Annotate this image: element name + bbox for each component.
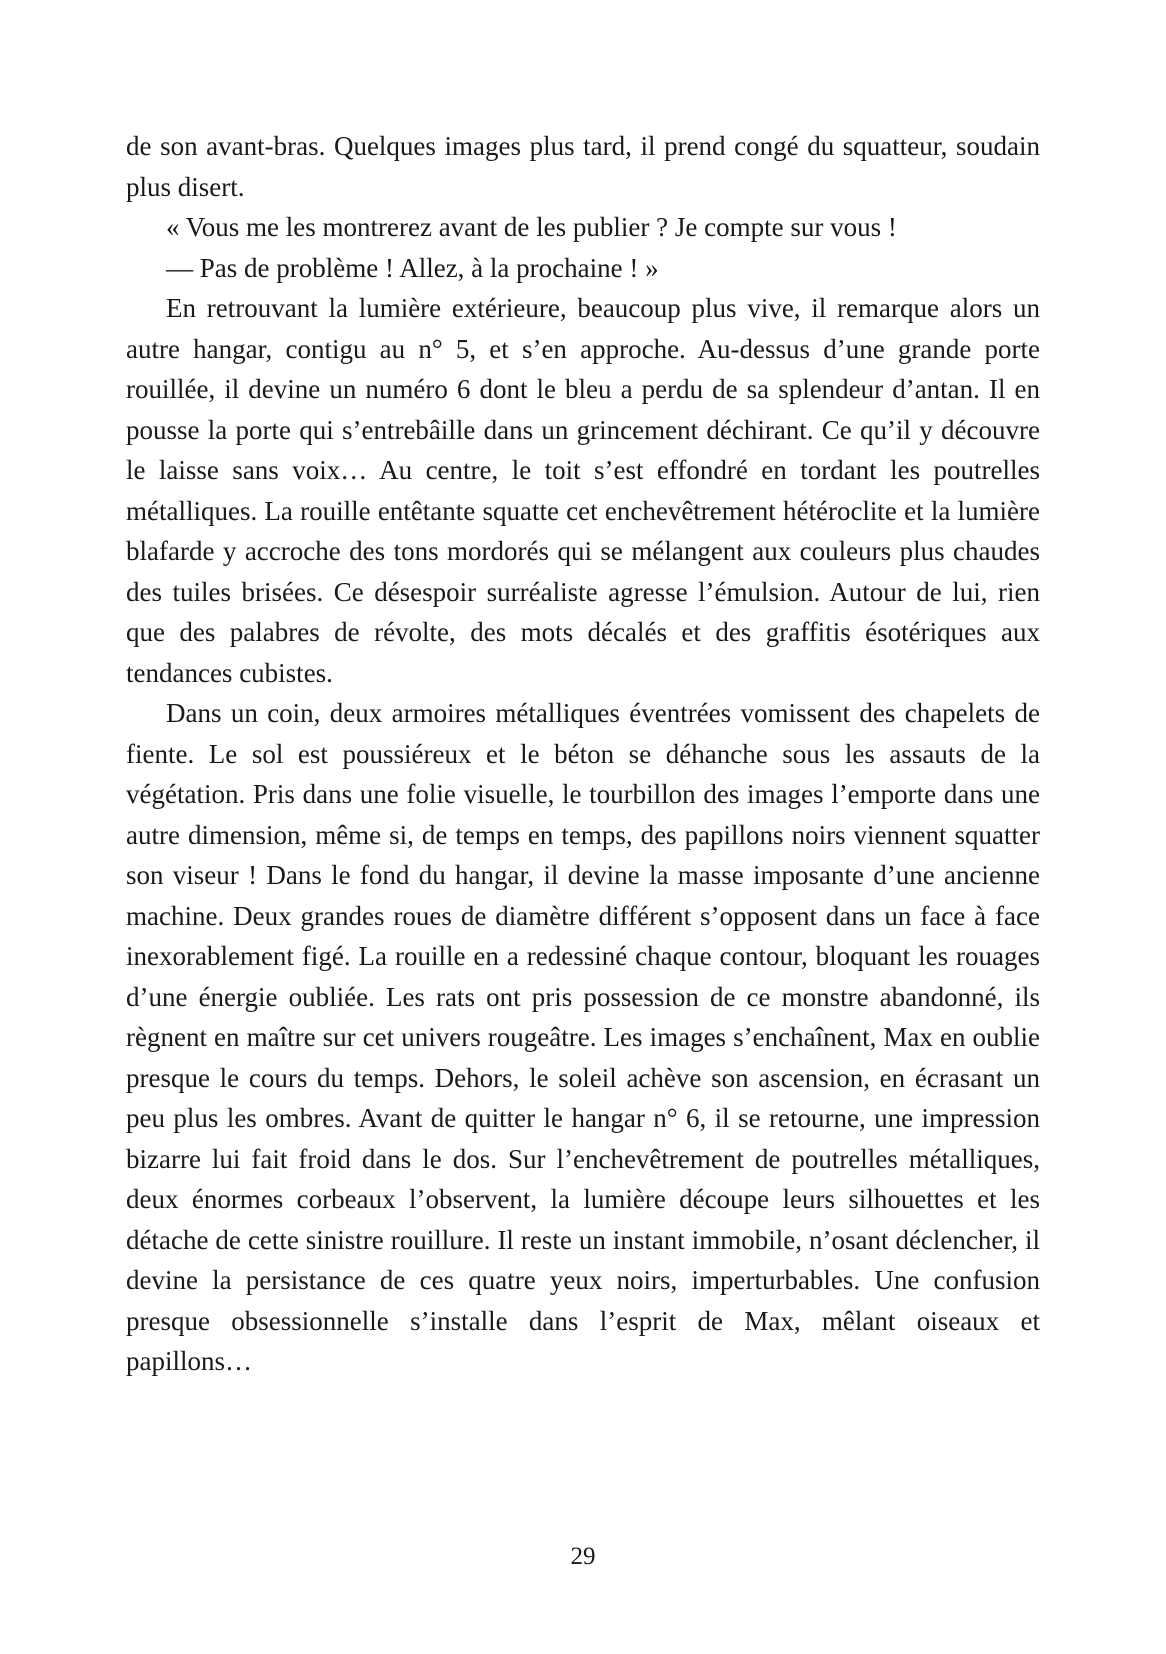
dialogue-line: « Vous me les montrerez avant de les publier ? Je compte sur vous ! (166, 212, 897, 242)
dialogue-line: — Pas de problème ! Allez, à la prochaine ! » (166, 252, 659, 283)
page-body (126, 126, 1040, 1382)
paragraph: Dans un coin, deux armoires métalliques éventrées vomissent des chapelets de fiente. Le sol est poussiéreux et le béton se déhanche sous les assauts de la végétation. Pris dans une folie visuelle, le tourbillon des images l’emporte dans une autre dimension, même si, de temps en temps, des papillons noirs viennent squatter son viseur ! Dans le fond du hangar, il devine la masse imposante d’une ancienne machine. Deux grandes roues de diamètre différent s’opposent dans un face à face inexorablement figé. La rouille en a redessiné chaque contour, bloquant les rouages d’une énergie oubliée. Les rats ont pris possession de ce monstre abandonné, ils règnent en maître sur cet univers rougeâtre. Les images s’enchaînent, Max en oublie presque le cours du temps. Dehors, le soleil achève son ascension, en écrasant un peu plus les ombres. Avant de quitter le hangar n° 6, il se retourne, une impression bizarre lui fait froid dans le dos. Sur l’enchevêtrement de poutrelles métalliques, deux énormes corbeaux l’observent, la lumière découpe leurs silhouettes et les détache de cette sinistre rouillure. Il reste un instant immobile, n’osant déclencher, il devine la persistance de ces quatre yeux noirs, imperturbables. Une confusion presque obsessionnelle s’installe dans l’esprit de Max, mêlant oiseaux et papillons… (126, 698, 1040, 1376)
page-number: 29 (570, 1543, 596, 1570)
paragraph: de son avant-bras. Quelques images plus tard, il prend congé du squatteur, soudain plus disert. (126, 131, 1040, 202)
paragraph: En retrouvant la lumière extérieure, beaucoup plus vive, il remarque alors un autre hangar, contigu au n° 5, et s’en approche. Au-dessus d’une grande porte rouillée, il devine un numéro 6 dont le bleu a perdu de sa splendeur d’antan. Il en pousse la porte qui s’entrebâille dans un grincement déchirant. Ce qu’il y découvre le laisse sans voix… Au centre, le toit s’est effondré en tordant les poutrelles métalliques. La rouille entêtante squatte cet enchevêtrement hétéroclite et la lumière blafarde y accroche des tons mordorés qui se mélangent aux couleurs plus chaudes des tuiles brisées. Ce désespoir surréaliste agresse l’émulsion. Autour de lui, rien que des palabres de révolte, des mots décalés et des graffitis ésotériques aux tendances cubistes. (126, 293, 1040, 688)
